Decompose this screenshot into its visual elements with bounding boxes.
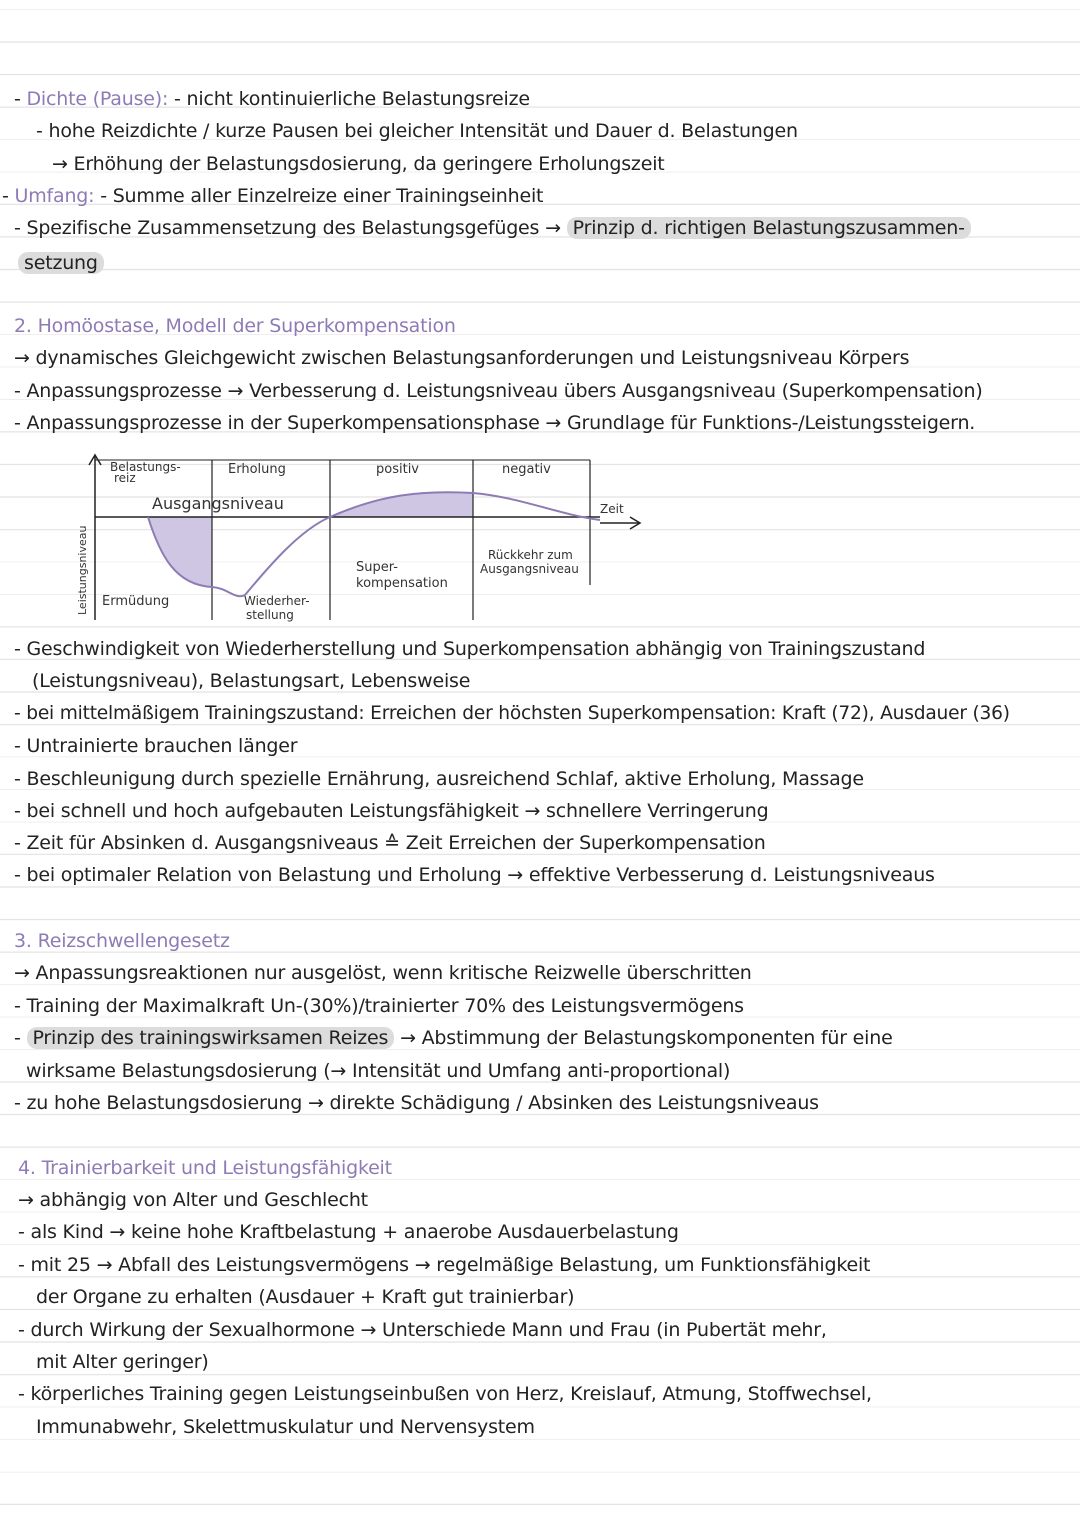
- text-line: → abhängig von Alter und Geschlecht: [18, 1189, 368, 1211]
- section-heading: 2. Homöostase, Modell der Superkompensation: [14, 315, 456, 337]
- text-line: - zu hohe Belastungsdosierung → direkte Schädigung / Absinken des Leistungsniveaus: [14, 1092, 819, 1114]
- label-wiederherstellung-2: stellung: [246, 608, 294, 622]
- text-line: - Beschleunigung durch spezielle Ernährung, ausreichend Schlaf, aktive Erholung, Massage: [14, 768, 864, 790]
- text-line: Immunabwehr, Skelettmuskulatur und Nervensystem: [36, 1416, 535, 1438]
- text-line: mit Alter geringer): [36, 1351, 209, 1373]
- text-line: - Geschwindigkeit von Wiederherstellung und Superkompensation abhängig von Trainingszustand: [14, 638, 926, 660]
- label-zeit: Zeit: [600, 502, 624, 516]
- label-wiederherstellung: Wiederher-: [244, 594, 310, 608]
- text-line: - durch Wirkung der Sexualhormone → Unterschiede Mann und Frau (in Pubertät mehr,: [18, 1319, 827, 1341]
- text-line: der Organe zu erhalten (Ausdauer + Kraft gut trainierbar): [36, 1286, 575, 1308]
- text-line: - Untrainierte brauchen länger: [14, 735, 298, 757]
- text-line: - bei optimaler Relation von Belastung und Erholung → effektive Verbesserung d. Leistungsniveaus: [14, 864, 935, 886]
- text-line: - Anpassungsprozesse in der Superkompensationsphase → Grundlage für Funktions-/Leistungssteigern.: [14, 412, 976, 434]
- label-negativ: negativ: [502, 462, 551, 477]
- label-rueckkehr: Rückkehr zum: [488, 548, 573, 562]
- highlight-principle-cont: setzung: [18, 252, 104, 274]
- term-umfang: Umfang:: [14, 185, 95, 207]
- text-line: - Umfang: - Summe aller Einzelreize einer Trainingseinheit: [2, 185, 544, 207]
- text-line: - Anpassungsprozesse → Verbesserung d. Leistungsniveau übers Ausgangsniveau (Superkompensation): [14, 380, 983, 402]
- text-line: - mit 25 → Abfall des Leistungsvermögens → regelmäßige Belastung, um Funktionsfähigkeit: [18, 1254, 871, 1276]
- text-line: - als Kind → keine hohe Kraftbelastung + anaerobe Ausdauerbelastung: [18, 1221, 679, 1243]
- text-line: - bei schnell und hoch aufgebauten Leistungsfähigkeit → schnellere Verringerung: [14, 800, 769, 822]
- section-heading: 3. Reizschwellengesetz: [14, 930, 230, 952]
- fatigue-area: [148, 517, 212, 587]
- text-line: → Erhöhung der Belastungsdosierung, da geringere Erholungszeit: [52, 153, 665, 175]
- text-line: - Spezifische Zusammensetzung des Belastungsgefüges → Prinzip d. richtigen Belastungszusammen-: [14, 215, 971, 241]
- label-rueckkehr-2: Ausgangsniveau: [480, 562, 579, 576]
- term-dichte: Dichte (Pause):: [26, 88, 169, 110]
- text-line: - Dichte (Pause): - nicht kontinuierliche Belastungsreize: [14, 88, 530, 110]
- label-belastungsreiz: Belastungs-: [110, 460, 181, 474]
- text-line: - körperliches Training gegen Leistungseinbußen von Herz, Kreislauf, Atmung, Stoffwechsel,: [18, 1383, 872, 1405]
- label-y-axis: Leistungsniveau: [76, 525, 89, 615]
- highlight-principle-reiz: Prinzip des trainingswirksamen Reizes: [27, 1027, 395, 1049]
- text-line: → Anpassungsreaktionen nur ausgelöst, wenn kritische Reizwelle überschritten: [14, 962, 752, 984]
- label-super-2: kompensation: [356, 576, 448, 591]
- label-super: Super-: [356, 560, 398, 575]
- section-heading: 4. Trainierbarkeit und Leistungsfähigkeit: [18, 1157, 392, 1179]
- text-line: - bei mittelmäßigem Trainingszustand: Erreichen der höchsten Superkompensation: Kraft (72), Ausdauer (36): [14, 703, 1010, 724]
- text-line: - Prinzip des trainingswirksamen Reizes → Abstimmung der Belastungskomponenten für eine: [14, 1027, 893, 1049]
- text-line: wirksame Belastungsdosierung (→ Intensität und Umfang anti-proportional): [26, 1060, 731, 1082]
- text-line: - Training der Maximalkraft Un-(30%)/trainierter 70% des Leistungsvermögens: [14, 995, 744, 1017]
- label-positiv: positiv: [376, 462, 419, 477]
- text-line: - hohe Reizdichte / kurze Pausen bei gleicher Intensität und Dauer d. Belastungen: [36, 120, 798, 142]
- label-erholung: Erholung: [228, 462, 286, 477]
- label-ermuedung: Ermüdung: [102, 594, 170, 609]
- text-line: → dynamisches Gleichgewicht zwischen Belastungsanforderungen und Leistungsniveau Körpers: [14, 347, 910, 369]
- label-belastungsreiz-2: reiz: [114, 471, 136, 485]
- label-ausgangsniveau: Ausgangsniveau: [152, 494, 284, 513]
- text-line: [18, 250, 104, 276]
- text-line: (Leistungsniveau), Belastungsart, Lebensweise: [32, 670, 471, 692]
- supercompensation-diagram: [0, 445, 1080, 635]
- highlight-principle: Prinzip d. richtigen Belastungszusammen-: [567, 217, 971, 239]
- text-line: - Zeit für Absinken d. Ausgangsniveaus ≙ Zeit Erreichen der Superkompensation: [14, 832, 766, 854]
